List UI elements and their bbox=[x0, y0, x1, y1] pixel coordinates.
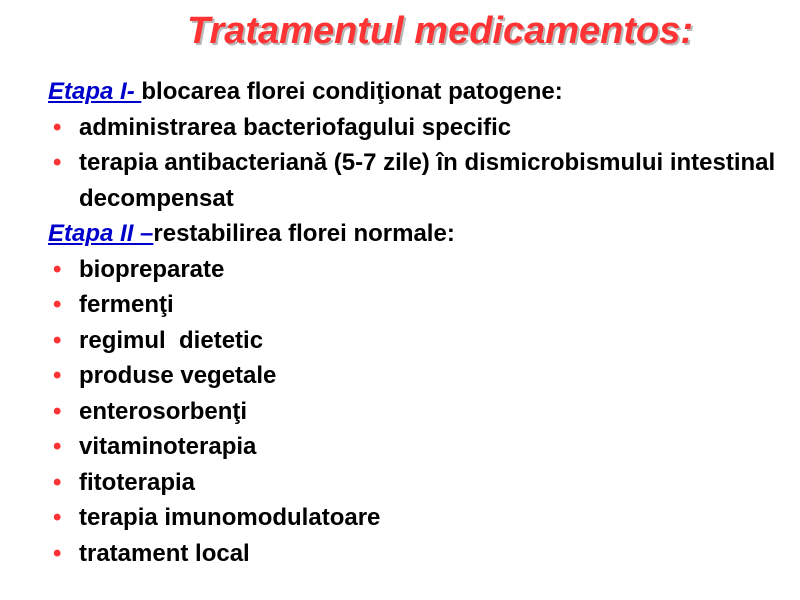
list-item-text: biopreparate bbox=[79, 255, 225, 283]
list-item-text: enterosorbenţi bbox=[79, 397, 248, 425]
list-item bbox=[48, 429, 788, 465]
list-item bbox=[48, 287, 788, 323]
bullet-icon: • bbox=[53, 397, 62, 425]
list-item bbox=[48, 110, 788, 146]
list-item-text: terapia imunomodulatoare bbox=[79, 504, 381, 531]
list-item-text: tratament local bbox=[79, 539, 250, 567]
bullet-icon: • bbox=[53, 149, 62, 176]
list-item bbox=[48, 358, 788, 394]
bullet-icon: • bbox=[53, 255, 62, 283]
bullet-icon: • bbox=[53, 433, 62, 460]
stage-2-description: restabilirea florei normale: bbox=[153, 220, 455, 247]
bullet-icon: • bbox=[53, 468, 62, 496]
list-item bbox=[48, 536, 788, 572]
stage-2-label: Etapa II – bbox=[48, 220, 154, 247]
stage-1-heading bbox=[48, 74, 788, 110]
list-item-text: produse vegetale bbox=[79, 362, 277, 389]
bullet-icon: • bbox=[53, 291, 62, 318]
list-item-text: administrarea bacteriofagului specific bbox=[79, 113, 512, 141]
stage-2-list bbox=[48, 252, 788, 572]
list-item bbox=[48, 465, 788, 501]
list-item-text: vitaminoterapia bbox=[79, 433, 257, 460]
list-item bbox=[48, 323, 788, 359]
list-item bbox=[48, 145, 788, 216]
stage-1-list bbox=[48, 110, 788, 217]
list-item-text: fermenţi bbox=[79, 291, 174, 318]
bullet-icon: • bbox=[53, 113, 62, 141]
list-item bbox=[48, 394, 788, 430]
list-item-text: fitoterapia bbox=[79, 468, 196, 496]
slide-content bbox=[48, 74, 788, 571]
bullet-icon: • bbox=[53, 539, 62, 567]
stage-1-label: Etapa I- bbox=[48, 78, 142, 105]
slide-title: Tratamentul medicamentos: bbox=[186, 10, 694, 52]
list-item bbox=[48, 252, 788, 288]
stage-1-description: blocarea florei condiţionat patogene: bbox=[141, 78, 563, 105]
list-item bbox=[48, 500, 788, 536]
bullet-icon: • bbox=[53, 326, 62, 354]
bullet-icon: • bbox=[53, 362, 62, 389]
stage-2-heading bbox=[48, 216, 788, 252]
bullet-icon: • bbox=[53, 504, 62, 531]
list-item-text: regimul dietetic bbox=[79, 326, 264, 354]
list-item-text: terapia antibacteriană (5-7 zile) în dismicrobismului intestinal decompensat bbox=[79, 149, 776, 212]
